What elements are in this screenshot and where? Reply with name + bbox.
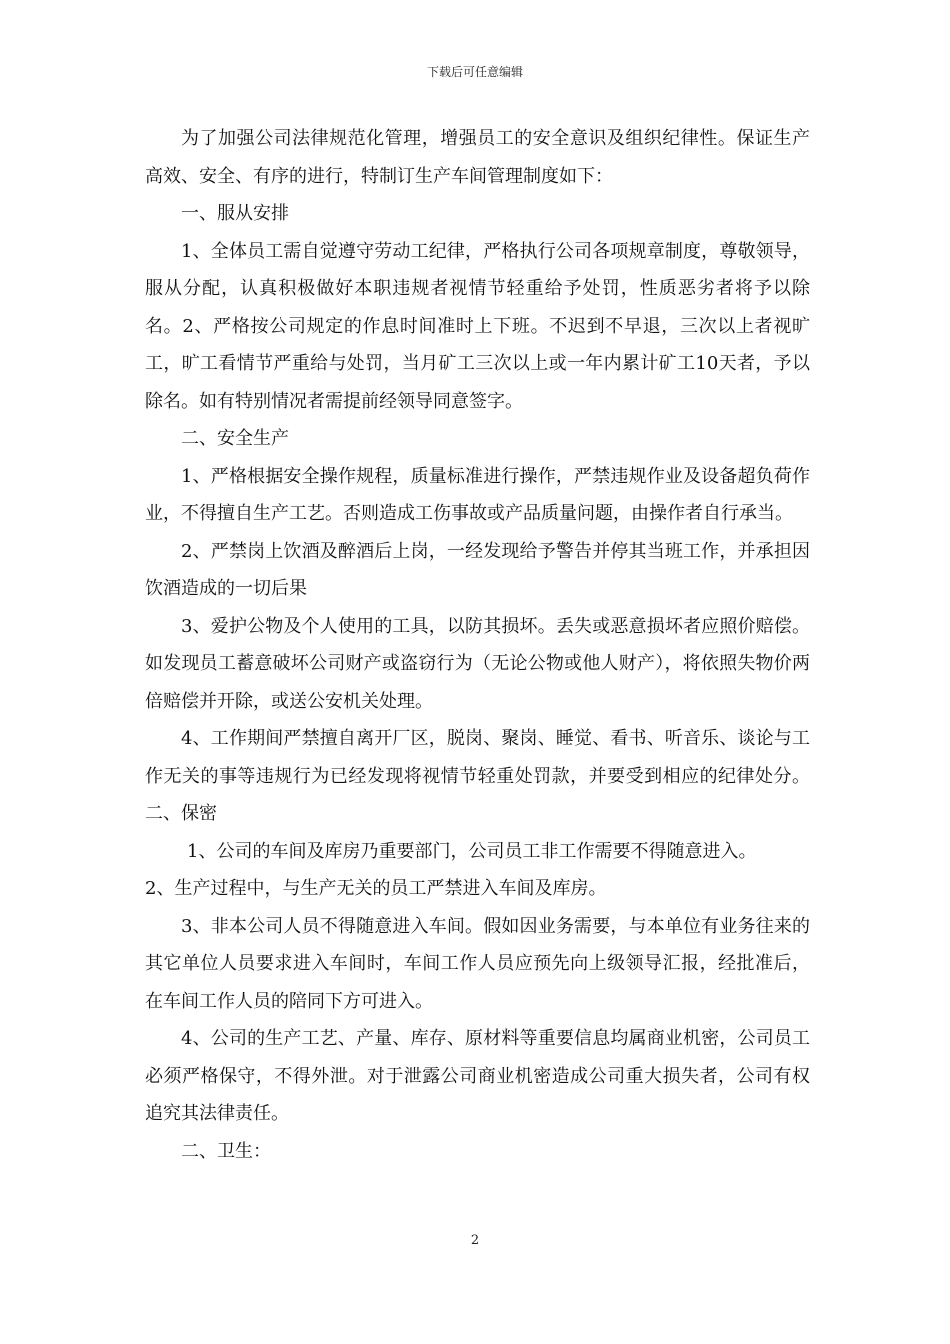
intro-paragraph: 为了加强公司法律规范化管理，增强员工的安全意识及组织纪律性。保证生产高效、安全、有序的进行，特制订生产车间管理制度如下： xyxy=(145,128,810,187)
document-body xyxy=(145,120,810,1170)
body-paragraph: 4、公司的生产工艺、产量、库存、原材料等重要信息均属商业机密，公司员工必须严格保守，不得外泄。对于泄露公司商业机密造成公司重大损失者，公司有权追究其法律责任。 xyxy=(145,1028,810,1124)
page-number: 2 xyxy=(470,1233,480,1248)
body-paragraph: 2、严禁岗上饮酒及醉酒后上岗，一经发现给予警告并停其当班工作，并承担因饮酒造成的一切后果 xyxy=(145,540,810,599)
section-heading: 二、卫生： xyxy=(181,1140,271,1162)
body-paragraph: 3、非本公司人员不得随意进入车间。假如因业务需要，与本单位有业务往来的其它单位人员要求进入车间时，车间工作人员应预先向上级领导汇报，经批准后，在车间工作人员的陪同下方可进入。 xyxy=(145,915,810,1012)
body-paragraph: 1、全体员工需自觉遵守劳动工纪律，严格执行公司各项规章制度，尊敬领导，服从分配，认真积极做好本职违规者视情节轻重给予处罚，性质恶劣者将予以除名。2、严格按公司规定的作息时间准时上下班。不迟到不早退，三次以上者视旷工，旷工看情节严重给与处罚，当月矿工三次以上或一年内累计矿工10天者，予以除名。如有特别情况者需提前经领导同意签字。 xyxy=(145,240,810,412)
body-paragraph: 3、爱护公物及个人使用的工具，以防其损坏。丢失或恶意损坏者应照价赔偿。如发现员工蓄意破坏公司财产或盗窃行为（无论公物或他人财产），将依照失物价两倍赔偿并开除，或送公安机关处理。 xyxy=(145,615,810,712)
body-paragraph: 1、严格根据安全操作规程，质量标准进行操作，严禁违规作业及设备超负荷作业，不得擅自生产工艺。否则造成工伤事故或产品质量问题，由操作者自行承当。 xyxy=(145,465,810,524)
body-paragraph: 4、工作期间严禁擅自离开厂区，脱岗、聚岗、睡觉、看书、听音乐、谈论与工作无关的事等违规行为已经发现将视情节轻重处罚款，并要受到相应的纪律处分。二、保密 xyxy=(145,728,810,824)
section-heading: 二、安全生产 xyxy=(181,428,289,449)
body-paragraph: 2、生产过程中，与生产无关的员工严禁进入车间及库房。 xyxy=(145,878,607,899)
section-heading: 一、服从安排 xyxy=(181,203,289,224)
body-paragraph: 1、公司的车间及库房乃重要部门，公司员工非工作需要不得随意进入。 xyxy=(187,840,757,862)
header-note: 下载后可任意编辑 xyxy=(426,65,523,79)
